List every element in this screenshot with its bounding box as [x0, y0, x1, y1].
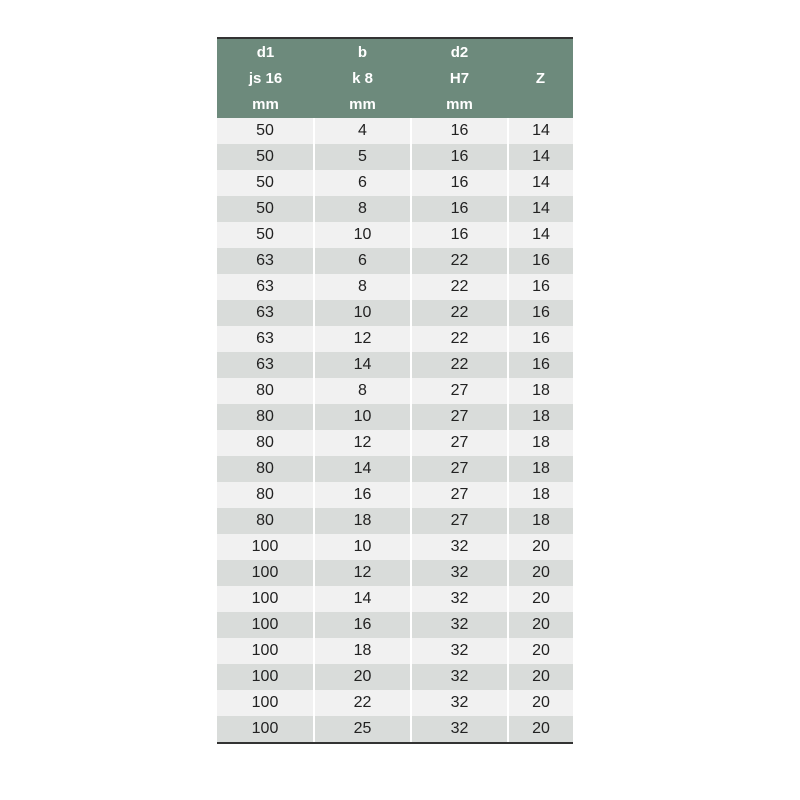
table-row — [217, 144, 573, 170]
cell-d1: 50 — [217, 118, 314, 144]
cell-z: 16 — [508, 326, 573, 352]
cell-d1: 100 — [217, 612, 314, 638]
header-label-line: Z — [535, 69, 546, 87]
cell-d2: 32 — [411, 664, 508, 690]
header-label-line: js 16 — [248, 69, 283, 87]
cell-z: 18 — [508, 378, 573, 404]
cell-z: 14 — [508, 170, 573, 196]
table-row — [217, 170, 573, 196]
cell-b: 22 — [314, 690, 411, 716]
cell-d1: 80 — [217, 430, 314, 456]
cell-d2: 22 — [411, 326, 508, 352]
cell-b: 12 — [314, 326, 411, 352]
table-row — [217, 690, 573, 716]
header-label-line: mm — [252, 95, 279, 113]
cell-z: 20 — [508, 716, 573, 743]
cell-z: 20 — [508, 560, 573, 586]
cell-d2: 32 — [411, 560, 508, 586]
cell-d1: 80 — [217, 404, 314, 430]
table-row — [217, 612, 573, 638]
cell-d1: 80 — [217, 508, 314, 534]
cell-z: 20 — [508, 534, 573, 560]
cell-b: 14 — [314, 456, 411, 482]
header-row — [217, 38, 573, 118]
cell-d1: 80 — [217, 482, 314, 508]
cell-b: 14 — [314, 352, 411, 378]
table-row — [217, 508, 573, 534]
cell-b: 10 — [314, 534, 411, 560]
table-row — [217, 352, 573, 378]
cell-d2: 32 — [411, 638, 508, 664]
cell-d2: 16 — [411, 196, 508, 222]
cell-z: 18 — [508, 456, 573, 482]
header-label-line: mm — [446, 95, 473, 113]
cell-b: 10 — [314, 404, 411, 430]
cell-d1: 50 — [217, 170, 314, 196]
table-row — [217, 560, 573, 586]
cell-d2: 27 — [411, 482, 508, 508]
cell-z: 18 — [508, 482, 573, 508]
table-row — [217, 586, 573, 612]
cell-z: 20 — [508, 690, 573, 716]
header-label-line: H7 — [449, 69, 470, 87]
cell-d1: 63 — [217, 300, 314, 326]
cell-d1: 63 — [217, 248, 314, 274]
cell-b: 16 — [314, 482, 411, 508]
cell-d1: 100 — [217, 716, 314, 743]
cell-b: 20 — [314, 664, 411, 690]
table-row — [217, 430, 573, 456]
header-label-line: d1 — [256, 43, 275, 61]
header-label-line: d2 — [450, 43, 469, 61]
cell-b: 6 — [314, 248, 411, 274]
table-row — [217, 222, 573, 248]
cell-b: 10 — [314, 222, 411, 248]
cell-b: 8 — [314, 378, 411, 404]
cell-b: 12 — [314, 560, 411, 586]
cell-z: 18 — [508, 430, 573, 456]
table-row — [217, 196, 573, 222]
cell-z: 16 — [508, 352, 573, 378]
cell-b: 14 — [314, 586, 411, 612]
cell-d2: 16 — [411, 170, 508, 196]
cell-b: 25 — [314, 716, 411, 743]
cell-d2: 32 — [411, 612, 508, 638]
table-row — [217, 456, 573, 482]
cell-d1: 63 — [217, 326, 314, 352]
cell-d2: 16 — [411, 144, 508, 170]
cell-b: 6 — [314, 170, 411, 196]
header-z — [508, 38, 573, 118]
cell-d1: 100 — [217, 690, 314, 716]
cell-d2: 22 — [411, 248, 508, 274]
header-label-line: b — [357, 43, 368, 61]
table-row — [217, 716, 573, 743]
cell-d1: 80 — [217, 378, 314, 404]
cell-d2: 32 — [411, 690, 508, 716]
cell-d2: 32 — [411, 586, 508, 612]
table-row — [217, 326, 573, 352]
table-row — [217, 300, 573, 326]
cell-d2: 32 — [411, 716, 508, 743]
cell-b: 8 — [314, 274, 411, 300]
table-row — [217, 248, 573, 274]
cell-d1: 100 — [217, 664, 314, 690]
cell-z: 20 — [508, 612, 573, 638]
cell-d1: 100 — [217, 586, 314, 612]
cell-d2: 27 — [411, 378, 508, 404]
cell-d2: 16 — [411, 222, 508, 248]
cell-d1: 63 — [217, 274, 314, 300]
table-body — [217, 118, 573, 743]
cell-d1: 100 — [217, 638, 314, 664]
table-row — [217, 482, 573, 508]
cell-z: 18 — [508, 508, 573, 534]
cell-z: 16 — [508, 274, 573, 300]
header-label-line: mm — [349, 95, 376, 113]
spec-table-container — [217, 37, 573, 744]
header-label-line: k 8 — [352, 69, 373, 87]
table-row — [217, 664, 573, 690]
cell-d2: 22 — [411, 352, 508, 378]
cell-d1: 50 — [217, 196, 314, 222]
header-d2 — [411, 38, 508, 118]
cell-d1: 50 — [217, 144, 314, 170]
table-header — [217, 38, 573, 118]
table-row — [217, 404, 573, 430]
cell-b: 5 — [314, 144, 411, 170]
table-row — [217, 378, 573, 404]
cell-d2: 32 — [411, 534, 508, 560]
cell-d2: 22 — [411, 274, 508, 300]
cell-d2: 27 — [411, 456, 508, 482]
header-b — [314, 38, 411, 118]
table-row — [217, 534, 573, 560]
cell-b: 12 — [314, 430, 411, 456]
cell-b: 18 — [314, 508, 411, 534]
cell-d1: 50 — [217, 222, 314, 248]
cell-b: 18 — [314, 638, 411, 664]
cell-d1: 80 — [217, 456, 314, 482]
table-row — [217, 118, 573, 144]
cell-z: 14 — [508, 222, 573, 248]
cell-d2: 27 — [411, 430, 508, 456]
cell-b: 16 — [314, 612, 411, 638]
cell-d1: 100 — [217, 534, 314, 560]
cell-z: 20 — [508, 638, 573, 664]
cell-d1: 100 — [217, 560, 314, 586]
table-row — [217, 274, 573, 300]
cell-z: 16 — [508, 248, 573, 274]
spec-table — [217, 37, 573, 744]
cell-d1: 63 — [217, 352, 314, 378]
cell-z: 16 — [508, 300, 573, 326]
cell-z: 20 — [508, 664, 573, 690]
cell-z: 14 — [508, 196, 573, 222]
cell-d2: 27 — [411, 404, 508, 430]
cell-d2: 16 — [411, 118, 508, 144]
header-d1 — [217, 38, 314, 118]
cell-b: 8 — [314, 196, 411, 222]
cell-b: 4 — [314, 118, 411, 144]
cell-z: 14 — [508, 118, 573, 144]
cell-d2: 22 — [411, 300, 508, 326]
cell-z: 20 — [508, 586, 573, 612]
table-row — [217, 638, 573, 664]
cell-b: 10 — [314, 300, 411, 326]
cell-z: 14 — [508, 144, 573, 170]
cell-z: 18 — [508, 404, 573, 430]
cell-d2: 27 — [411, 508, 508, 534]
